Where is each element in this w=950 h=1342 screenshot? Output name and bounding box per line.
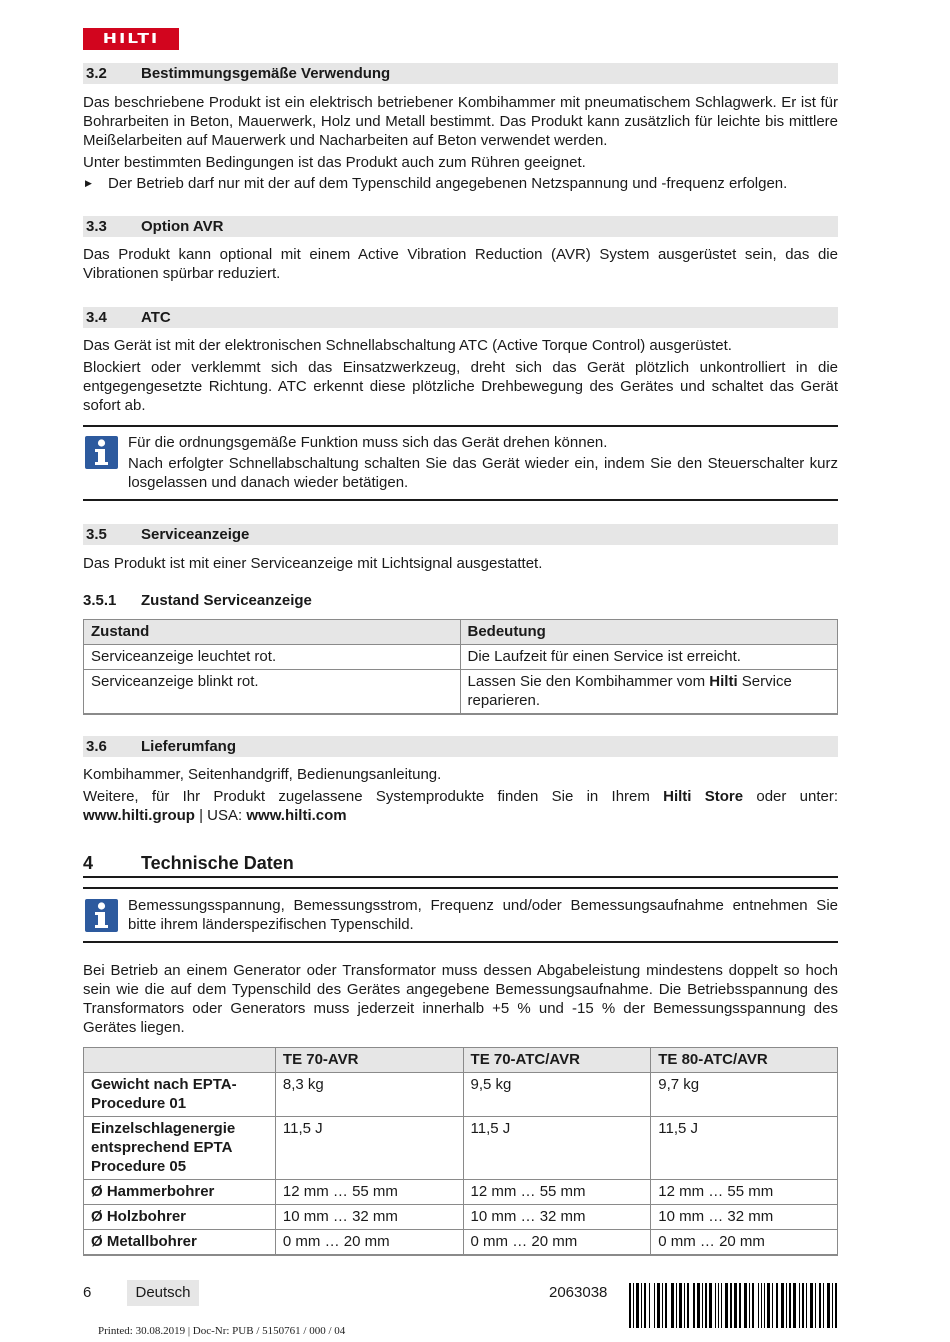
- table-row: [84, 645, 838, 670]
- table-header: [84, 1048, 276, 1073]
- barcode-icon: [629, 1283, 837, 1328]
- language-label: Deutsch: [127, 1280, 199, 1306]
- section-title: Serviceanzeige: [141, 526, 250, 543]
- table-cell: 8,3 kg: [275, 1073, 463, 1117]
- info-line: Nach erfolgter Schnellabschaltung schalten Sie das Gerät wieder ein, indem Sie den Steuerschalter kurz losgelassen und danach wieder betätigen.: [128, 455, 838, 491]
- info-text: Bemessungsspannung, Bemessungsstrom, Frequenz und/oder Bemessungsaufnahme entnehmen Sie bitte ihrem länderspezifischen Typenschild.: [128, 897, 838, 933]
- row-label: Gewicht nach EPTA-Procedure 01: [84, 1073, 276, 1117]
- paragraph: Das beschriebene Produkt ist ein elektrisch betriebener Kombihammer mit pneumatischem Schlagwerk. Er ist für Bohrarbeiten in Beton, Mauerwerk, Holz und Metall bestimmt. Das Produkt kann zusätzlich für leichte bis mittlere Meißelarbeiten auf Mauerwerk und Nacharbeiten auf Beton verwendet werden.: [83, 94, 838, 149]
- chapter-title: Technische Daten: [141, 853, 294, 873]
- cell-text: Lassen Sie den Kombihammer vom: [467, 673, 710, 690]
- table-header: Bedeutung: [460, 620, 838, 645]
- table-cell: 12 mm … 55 mm: [651, 1180, 838, 1205]
- text: oder unter:: [743, 788, 839, 805]
- brand-name: Hilti: [709, 673, 738, 690]
- store-name: Hilti Store: [663, 788, 744, 805]
- section-heading-3-3: [83, 216, 838, 237]
- table-cell: 12 mm … 55 mm: [275, 1180, 463, 1205]
- table-header: TE 70-AVR: [275, 1048, 463, 1073]
- section-heading-3-5: [83, 524, 838, 545]
- table-cell: [460, 670, 838, 715]
- section-title: Option AVR: [141, 218, 224, 235]
- table-header-row: [84, 620, 838, 645]
- table-cell: 11,5 J: [651, 1117, 838, 1180]
- table-cell: Die Laufzeit für einen Service ist erreicht.: [460, 645, 838, 670]
- table-row: [84, 670, 838, 715]
- bullet-text: Der Betrieb darf nur mit der auf dem Typenschild angegebenen Netzspannung und -frequenz erfolgen.: [108, 175, 788, 192]
- triangle-bullet-icon: ▶: [85, 178, 92, 188]
- text: Weitere, für Ihr Produkt zugelassene Systemprodukte finden Sie in Ihrem: [83, 788, 664, 805]
- service-indicator-table: [83, 619, 838, 715]
- table-header: TE 80-ATC/AVR: [651, 1048, 838, 1073]
- document-number: 2063038: [549, 1284, 608, 1301]
- info-icon: [85, 899, 118, 932]
- info-text: [128, 433, 838, 494]
- hilti-logo: [83, 28, 179, 50]
- table-cell: 9,7 kg: [651, 1073, 838, 1117]
- table-header: Zustand: [84, 620, 461, 645]
- section-title: ATC: [141, 309, 171, 326]
- paragraph: Kombihammer, Seitenhandgriff, Bedienungsanleitung.: [83, 766, 442, 783]
- paragraph: Das Produkt kann optional mit einem Active Vibration Reduction (AVR) System ausgerüstet sein, das die Vibrationen spürbar reduziert.: [83, 246, 838, 282]
- section-number: 3.2: [86, 65, 107, 82]
- links-line: [83, 806, 838, 825]
- table-cell: 10 mm … 32 mm: [463, 1205, 651, 1230]
- table-cell: 0 mm … 20 mm: [651, 1230, 838, 1256]
- table-header: TE 70-ATC/AVR: [463, 1048, 651, 1073]
- section-number: 3.5: [86, 526, 107, 543]
- section-number: 3.5.1: [83, 592, 117, 609]
- print-info: Printed: 30.08.2019 | Doc-Nr: PUB / 5150761 / 000 / 04: [98, 1325, 346, 1337]
- chapter-heading-4: [83, 852, 838, 878]
- text: | USA:: [194, 807, 247, 824]
- link-hilti-group[interactable]: www.hilti.group: [83, 807, 195, 824]
- row-label: Einzelschlagenergie entsprechend EPTA Procedure 05: [84, 1117, 276, 1180]
- bullet-item: [83, 174, 838, 193]
- paragraph: Bei Betrieb an einem Generator oder Transformator muss dessen Abgabeleistung mindestens doppelt so hoch sein wie die auf dem Typenschild des Gerätes angegebene Bemessungsaufnahme. Die Betriebsspannung des Transformators oder Generators muss jederzeit innerhalb +5 % und -15 % der Bemessungsspannung des Gerätes liegen.: [83, 962, 838, 1036]
- section-number: 3.3: [86, 218, 107, 235]
- cell-text: Service reparieren.: [467, 673, 792, 709]
- section-heading-3-4: [83, 307, 838, 328]
- table-row: [84, 1073, 838, 1117]
- section-heading-3-6: [83, 736, 838, 757]
- row-label: Ø Hammerbohrer: [84, 1180, 276, 1205]
- link-hilti-com[interactable]: www.hilti.com: [246, 807, 347, 824]
- table-cell: 0 mm … 20 mm: [463, 1230, 651, 1256]
- table-cell: 10 mm … 32 mm: [275, 1205, 463, 1230]
- table-cell: 9,5 kg: [463, 1073, 651, 1117]
- section-title: Lieferumfang: [141, 738, 237, 755]
- info-note-atc: [83, 425, 838, 501]
- paragraph: Blockiert oder verklemmt sich das Einsatzwerkzeug, dreht sich das Gerät plötzlich unkontrolliert in die entgegengesetzte Richtung. ATC erkennt diese plötzliche Drehbewegung des Gerätes und schaltet das Gerät sofort ab.: [83, 359, 838, 414]
- paragraph: Unter bestimmten Bedingungen ist das Produkt auch zum Rühren geeignet.: [83, 154, 586, 171]
- table-row: [84, 1230, 838, 1256]
- section-number: 3.6: [86, 738, 107, 755]
- paragraph: Das Gerät ist mit der elektronischen Schnellabschaltung ATC (Active Torque Control) ausgerüstet.: [83, 337, 732, 354]
- technical-data-table: [83, 1047, 838, 1256]
- table-header-row: [84, 1048, 838, 1073]
- row-label: Ø Metallbohrer: [84, 1230, 276, 1256]
- section-title: Bestimmungsgemäße Verwendung: [141, 65, 391, 82]
- paragraph: Das Produkt ist mit einer Serviceanzeige mit Lichtsignal ausgestattet.: [83, 555, 543, 572]
- table-cell: Serviceanzeige leuchtet rot.: [84, 645, 461, 670]
- section-number: 3.4: [86, 309, 107, 326]
- table-cell: 0 mm … 20 mm: [275, 1230, 463, 1256]
- subsection-heading-3-5-1: [83, 591, 838, 611]
- chapter-number: 4: [83, 853, 94, 873]
- paragraph: [83, 787, 838, 806]
- info-line: Für die ordnungsgemäße Funktion muss sich das Gerät drehen können.: [128, 434, 608, 451]
- table-cell: Serviceanzeige blinkt rot.: [84, 670, 461, 715]
- section-heading-3-2: [83, 63, 838, 84]
- page-number: 6: [83, 1284, 92, 1301]
- table-cell: 11,5 J: [463, 1117, 651, 1180]
- info-note-rating: [83, 887, 838, 943]
- table-cell: 10 mm … 32 mm: [651, 1205, 838, 1230]
- table-row: [84, 1117, 838, 1180]
- table-row: [84, 1180, 838, 1205]
- table-cell: 11,5 J: [275, 1117, 463, 1180]
- info-icon: [85, 436, 118, 469]
- section-title: Zustand Serviceanzeige: [141, 592, 312, 609]
- logo-text: HILTI: [102, 31, 160, 47]
- table-cell: 12 mm … 55 mm: [463, 1180, 651, 1205]
- row-label: Ø Holzbohrer: [84, 1205, 276, 1230]
- table-row: [84, 1205, 838, 1230]
